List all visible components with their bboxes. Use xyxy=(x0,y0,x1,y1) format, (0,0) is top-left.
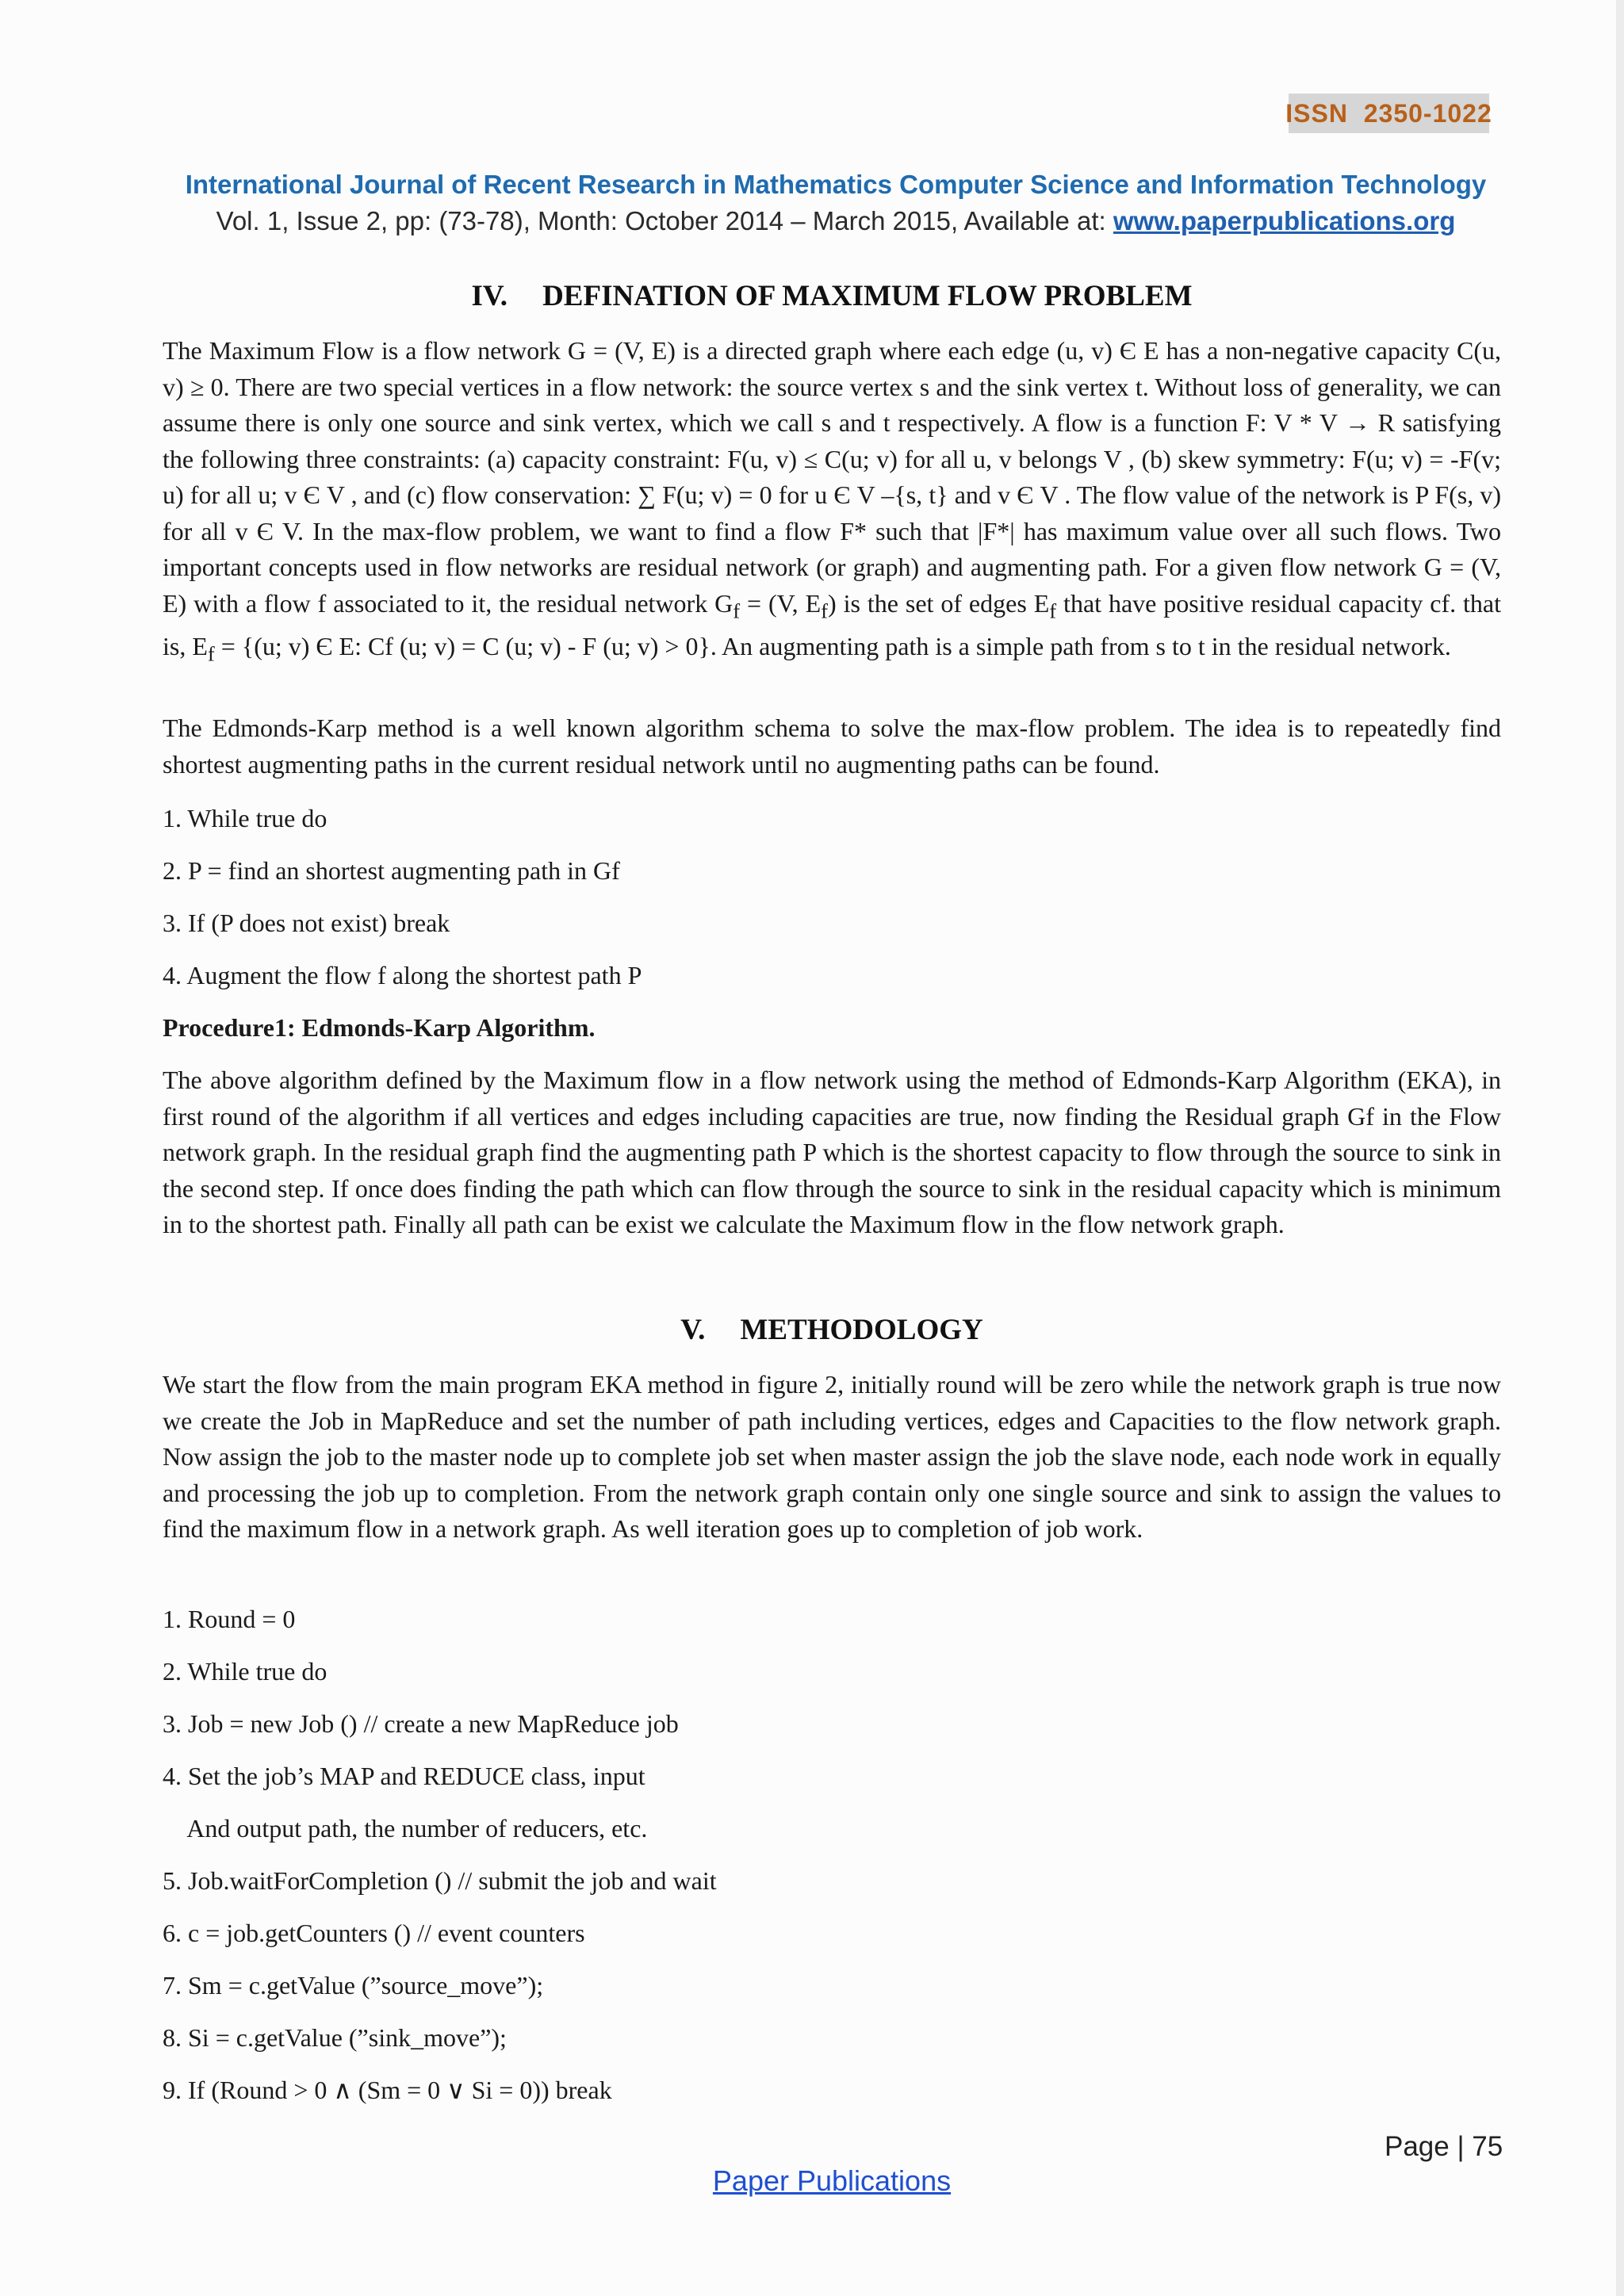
journal-volume-line xyxy=(0,206,1624,236)
website-link[interactable]: www.paperpublications.org xyxy=(1113,206,1456,235)
issn-badge: ISSN 2350-1022 xyxy=(1289,94,1489,133)
section-4-title: DEFINATION OF MAXIMUM FLOW PROBLEM xyxy=(542,280,1193,312)
page-number: Page | 75 xyxy=(1385,2131,1503,2162)
method-step: And output path, the number of reducers, etc. xyxy=(163,1814,648,1843)
algorithm-step: 3. If (P does not exist) break xyxy=(163,909,450,937)
section-4-number: IV. xyxy=(471,280,508,312)
method-step: 2. While true do xyxy=(163,1657,327,1686)
method-step: 9. If (Round > 0 ∧ (Sm = 0 ∨ Si = 0)) break xyxy=(163,2076,612,2104)
section-5-title: METHODOLOGY xyxy=(740,1314,983,1346)
section-4-paragraph-3: The above algorithm defined by the Maximum flow in a flow network using the method of Edmonds-Karp Algorithm (EKA), in first round of the algorithm if all vertices and edges including capacities are true, now finding the Residual graph Gf in the Flow network graph. In the residual graph find the augmenting path P which is the shortest capacity to flow through the source to sink in the second step. If once does finding the path which can flow through the source to sink in the residual capacity which is minimum in to the shortest path. Finally all path can be exist we calculate the Maximum flow in the flow network graph. xyxy=(163,1066,1501,1238)
procedure-caption: Procedure1: Edmonds-Karp Algorithm. xyxy=(163,1013,596,1042)
section-5-paragraph-1: We start the flow from the main program EKA method in figure 2, initially round will be zero while the network graph is true now we create the Job in MapReduce and set the number of path including vertices, edges and Capacities to the flow network graph. Now assign the job to the master node up to complete job set when master assign the job the slave node, each node work in equally and processing the job up to completion. From the network graph contain only one single source and sink to assign the values to find the maximum flow in a network graph. As well iteration goes up to completion of job work. xyxy=(163,1370,1501,1543)
method-step: 4. Set the job’s MAP and REDUCE class, input xyxy=(163,1762,645,1790)
section-5-heading xyxy=(0,1313,1624,1347)
method-step: 1. Round = 0 xyxy=(163,1605,296,1633)
method-step: 7. Sm = c.getValue (”source_move”); xyxy=(163,1971,544,1999)
volume-text: Vol. 1, Issue 2, pp: (73-78), Month: October 2014 – March 2015, Available at: xyxy=(216,206,1113,235)
method-step: 6. c = job.getCounters () // event counters xyxy=(163,1919,585,1947)
section-5-number: V. xyxy=(680,1314,706,1346)
page-edge xyxy=(1616,0,1624,2296)
section-4-paragraph-2: The Edmonds-Karp method is a well known algorithm schema to solve the max-flow problem. The idea is to repeatedly find shortest augmenting paths in the current residual network until no augmenting paths can be found. xyxy=(163,714,1501,779)
algorithm-step: 4. Augment the flow f along the shortest path P xyxy=(163,961,642,989)
journal-title: International Journal of Recent Research in Mathematics Computer Science and Information Technology xyxy=(185,170,1487,199)
method-step: 5. Job.waitForCompletion () // submit the job and wait xyxy=(163,1866,717,1895)
section-4-paragraph-1: The Maximum Flow is a flow network G = (V, E) is a directed graph where each edge (u, v) Є E has a non-negative capacity C(u, v) ≥ 0. There are two special vertices in a flow network: the source vertex s and the sink vertex t. Without loss of generality, we can assume there is only one source and sink vertex, which we call s and t respectively. A flow is a function F: V * V → R satisfying the following three constraints: (a) capacity constraint: F(u, v) ≤ C(u; v) for all u, v belongs V , (b) skew symmetry: F(u; v) = -F(v; u) for all u; v Є V , and (c) flow conservation: ∑ F(u; v) = 0 for u Є V –{s, t} and v Є V . The flow value of the network is P F(s, v) for all v Є V. In the max-flow problem, we want to find a flow F* such that |F*| has maximum value over all such flows. Two important concepts used in flow networks are residual network (or graph) and augmenting path. For a given flow network G = (V, E) with a flow f associated to it, the residual network $G_f = (V$, $E_f$) is the set of edges $E_f$ that have positive residual capacity cf. that is, $E_f = \{(u$; v) Є E: Cf (u; v) = C (u; v) - F (u; v) > 0}. An augmenting path is a simple path from s to t in the residual network. xyxy=(163,336,1502,666)
algorithm-step: 2. P = find an shortest augmenting path in Gf xyxy=(163,856,620,885)
section-4-heading xyxy=(0,279,1624,313)
method-step: 3. Job = new Job () // create a new MapReduce job xyxy=(163,1709,679,1738)
method-step: 8. Si = c.getValue (”sink_move”); xyxy=(163,2023,507,2052)
publisher-link[interactable]: Paper Publications xyxy=(712,2164,952,2197)
algorithm-step: 1. While true do xyxy=(163,804,327,832)
